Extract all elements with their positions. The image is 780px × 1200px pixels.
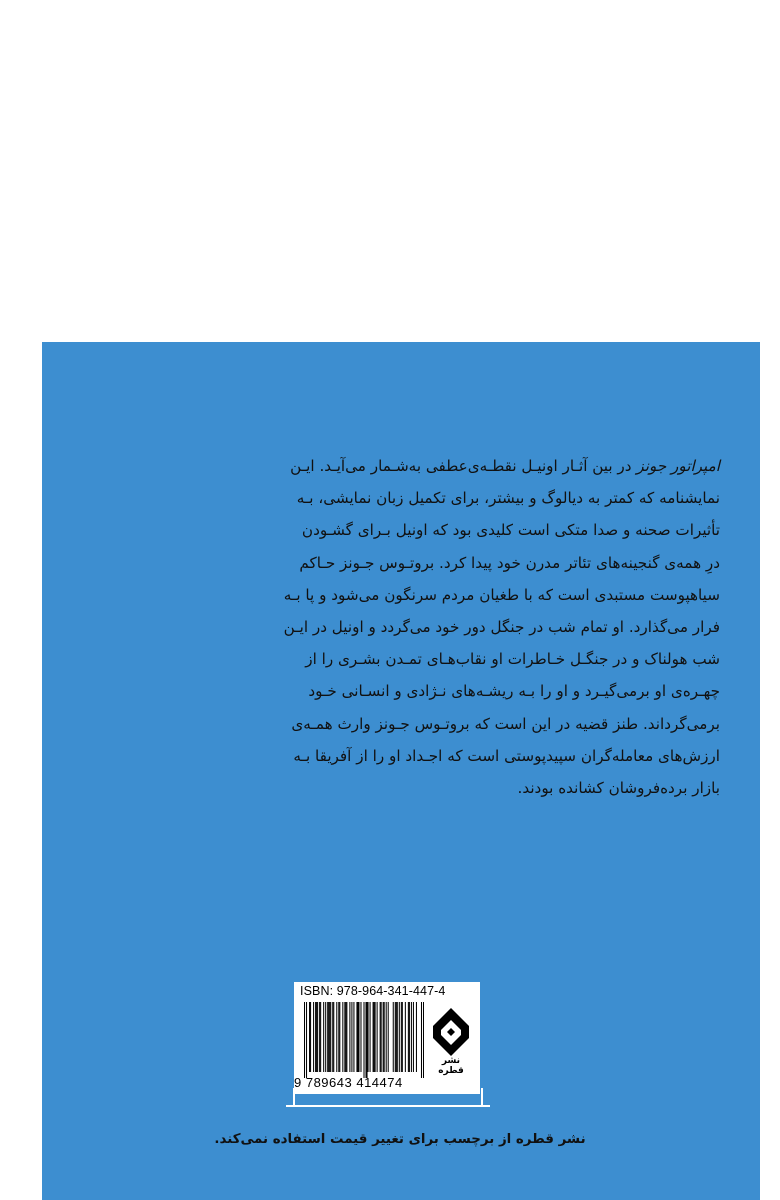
barcode-bar: [313, 1002, 314, 1072]
barcode-bar: [386, 1002, 387, 1072]
barcode-bar: [325, 1002, 326, 1072]
barcode-bar: [333, 1002, 334, 1072]
barcode-bar: [405, 1002, 406, 1072]
barcode-bar: [323, 1002, 324, 1072]
barcode-bar: [360, 1002, 361, 1072]
price-sticker-note: نشر قطره از برچسب برای تغییر قیمت استفاده نمی‌کند.: [214, 1132, 586, 1147]
barcode-bar: [363, 1002, 364, 1078]
barcode-bar: [384, 1002, 385, 1072]
barcode-bar: [401, 1002, 402, 1072]
barcode-bar: [413, 1002, 414, 1072]
barcode-bar: [306, 1002, 307, 1078]
barcode-bar: [316, 1002, 317, 1072]
barcode-bar: [396, 1002, 397, 1072]
barcode-bar: [342, 1002, 343, 1072]
blurb-line-8: چهـره‌ی او برمی‌گیـرد و او را بـه ریشـه‌های نـژادی و انسـانی خـود: [308, 682, 720, 701]
barcode-bar: [399, 1002, 400, 1072]
barcode-bar: [309, 1002, 310, 1072]
publisher-logo-label: نشر قطره: [438, 1056, 464, 1076]
blurb-line-9: برمی‌گرداند. طنز قضیه در این است که بروتـوس جـونز وارث همـه‌ی: [291, 714, 720, 733]
blurb-line-1: امپراتور جونز در بین آثـار اونیـل نقطـه‌ی‌عطفی به‌شـمار می‌آیـد. ایـن: [290, 457, 720, 475]
blurb-line-2: نمایشنامه که کمتر به دیالوگ و بیشتر، برای تکمیل زبان نمایشی، بـه: [296, 489, 720, 508]
barcode-bar: [383, 1002, 384, 1072]
barcode-bar: [319, 1002, 320, 1072]
barcode-bar: [411, 1002, 412, 1072]
barcode-bar: [357, 1002, 358, 1072]
barcode-bar: [409, 1002, 410, 1072]
barcode-bar: [421, 1002, 422, 1078]
barcode-bar: [351, 1002, 352, 1072]
barcode-bar: [393, 1002, 394, 1072]
barcode-bar: [358, 1002, 359, 1072]
barcode-bar: [320, 1002, 321, 1072]
barcode-bar: [338, 1002, 339, 1072]
blurb-line-6: فرار می‌گذارد. او تمام شب در جنگل دور خود می‌گردد و اونیل در ایـن: [283, 618, 720, 637]
barcode-bar: [374, 1002, 375, 1072]
barcode-bar: [370, 1002, 371, 1072]
isbn-barcode-label: [294, 982, 480, 1094]
barcode-bar: [353, 1002, 354, 1072]
barcode-bar: [327, 1002, 328, 1072]
blurb-line-3: تأثیرات صحنه و صدا متکی است کلیدی بود که اونیل بـرای گشـودن: [301, 521, 720, 540]
barcode-bar: [408, 1002, 409, 1072]
barcode-bar: [345, 1002, 346, 1072]
barcode-bar: [373, 1002, 374, 1072]
barcode-bar: [310, 1002, 311, 1072]
barcode-bar: [367, 1002, 368, 1078]
barcode-bar: [416, 1002, 417, 1072]
barcode-bar: [339, 1002, 340, 1072]
blurb-line-7: شب هولناک و در جنگـل خـاطرات او نقاب‌هـای تمـدن بشـری را از: [305, 650, 720, 669]
book-title-italic: امپراتور جونز: [636, 457, 720, 475]
barcode-bar: [332, 1002, 333, 1072]
barcode-bar: [388, 1002, 389, 1072]
price-sticker-bracket: [286, 1086, 490, 1114]
barcode-bar: [356, 1002, 357, 1072]
barcode-bars: [304, 1002, 424, 1078]
barcode-bar: [317, 1002, 318, 1072]
barcode-bar: [397, 1002, 398, 1072]
barcode-bar: [381, 1002, 382, 1072]
barcode-bar: [402, 1002, 403, 1072]
barcode-bar: [315, 1002, 316, 1072]
blurb-line-4: درِ همه‌ی گنجینه‌های تئاتر مدرن خود پیدا کرد. بروتـوس جـونز حـاکم: [299, 553, 720, 572]
blurb-line-5: سیاهپوست مستبدی است که با طغیان مردم سرنگون می‌شود و پا بـه: [283, 585, 720, 604]
barcode-bar: [380, 1002, 381, 1072]
barcode-bar: [423, 1002, 424, 1078]
barcode-digits: 9 789643 414474: [294, 1075, 403, 1090]
barcode-bar: [346, 1002, 347, 1072]
barcode-bar: [344, 1002, 345, 1072]
barcode-bar: [395, 1002, 396, 1072]
barcode-bar: [368, 1002, 369, 1072]
isbn-number: ISBN: 978-964-341-447-4: [300, 984, 446, 998]
barcode-bar: [375, 1002, 376, 1072]
book-blurb: [160, 450, 720, 804]
barcode-bar: [304, 1002, 305, 1078]
barcode-bar: [330, 1002, 331, 1072]
barcode-bar: [329, 1002, 330, 1072]
barcode-bar: [366, 1002, 367, 1078]
barcode-bar: [377, 1002, 378, 1072]
barcode-bar: [328, 1002, 329, 1072]
blurb-line-10: ارزش‌های معامله‌گران سپیدپوستی است که اجـداد او را از آفریقا بـه: [293, 746, 720, 765]
barcode-bar: [336, 1002, 337, 1072]
barcode-bar: [349, 1002, 350, 1072]
blurb-line-11: بازار برده‌فروشان کشانده بودند.: [517, 779, 720, 798]
